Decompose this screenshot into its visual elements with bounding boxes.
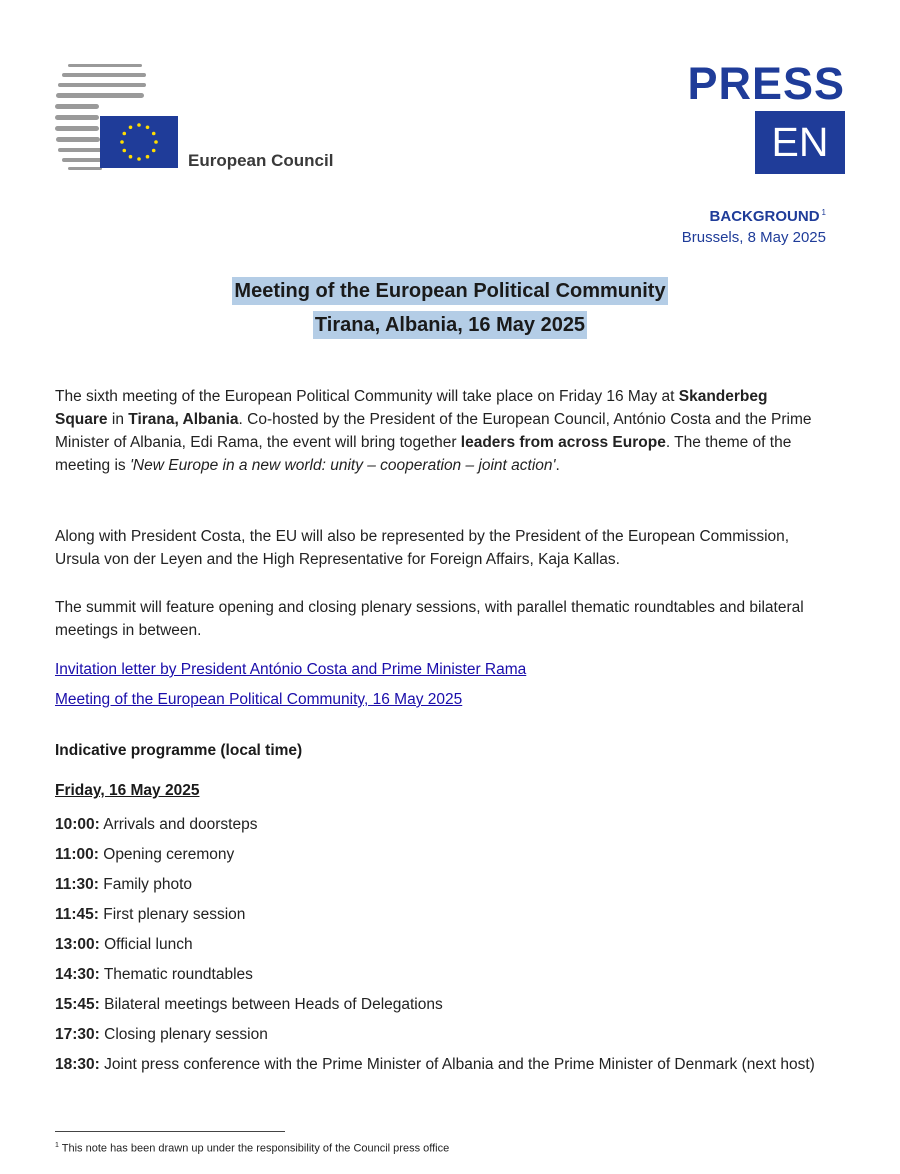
eu-star-icon bbox=[152, 149, 156, 153]
title-line-2: Tirana, Albania, 16 May 2025 bbox=[313, 311, 587, 339]
programme-item bbox=[55, 900, 815, 930]
footnote-mark: 1 bbox=[55, 1142, 59, 1149]
programme-time: 18:30: bbox=[55, 1056, 100, 1073]
programme-item bbox=[55, 870, 815, 900]
programme-item bbox=[55, 810, 815, 840]
place-date: Brussels, 8 May 2025 bbox=[681, 229, 826, 246]
eu-star-icon bbox=[129, 155, 133, 159]
eu-star-icon bbox=[137, 157, 141, 161]
eu-star-icon bbox=[129, 125, 133, 129]
programme-text: Bilateral meetings between Heads of Delegations bbox=[99, 996, 443, 1013]
programme-time: 15:45: bbox=[55, 996, 100, 1013]
footnote bbox=[55, 1142, 449, 1155]
programme-time: 14:30: bbox=[55, 966, 100, 983]
p1-text-3: . Co-hosted by the President of the European Council, António Costa and the Prime Minister of Albania, Edi Rama, the event will bring together bbox=[55, 411, 812, 451]
programme-item bbox=[55, 840, 815, 870]
eu-star-icon bbox=[154, 140, 158, 144]
programme-text: Arrivals and doorsteps bbox=[99, 816, 258, 833]
programme-time: 13:00: bbox=[55, 936, 100, 953]
language-badge: EN bbox=[755, 111, 845, 174]
eu-star-icon bbox=[122, 132, 126, 136]
footnote-text: This note has been drawn up under the responsibility of the Council press office bbox=[58, 1142, 450, 1155]
p1-bold-1: Skanderbeg Square bbox=[55, 388, 768, 428]
programme-time: 11:45: bbox=[55, 906, 99, 923]
eu-star-icon bbox=[137, 123, 141, 127]
programme-time: 10:00: bbox=[55, 816, 100, 833]
p1-bold-2: Tirana, Albania bbox=[128, 411, 239, 428]
representation-paragraph: Along with President Costa, the EU will also be represented by the President of the European Commission, Ursula von der Leyen and the High Representative for Foreign Affairs, Kaja Kallas. bbox=[55, 528, 790, 568]
programme-list bbox=[55, 810, 815, 1080]
press-label: PRESS bbox=[687, 58, 845, 109]
programme-time: 11:00: bbox=[55, 846, 99, 863]
programme-text: Family photo bbox=[98, 876, 192, 893]
eu-star-icon bbox=[152, 132, 156, 136]
programme-item bbox=[55, 1050, 815, 1080]
title-line-1: Meeting of the European Political Community bbox=[232, 277, 667, 305]
p1-text-2: in bbox=[107, 411, 129, 428]
invitation-letter-link[interactable]: Invitation letter by President António Costa and Prime Minister Rama bbox=[55, 661, 527, 678]
footnote-divider bbox=[55, 1131, 285, 1132]
p1-bold-3: leaders from across Europe bbox=[460, 434, 666, 451]
page-title bbox=[0, 274, 900, 342]
eu-star-icon bbox=[146, 155, 150, 159]
programme-text: Thematic roundtables bbox=[99, 966, 253, 983]
meeting-page-link[interactable]: Meeting of the European Political Community, 16 May 2025 bbox=[55, 691, 463, 708]
p1-text-4: . The theme of the meeting is bbox=[55, 434, 792, 474]
programme-text: Opening ceremony bbox=[98, 846, 235, 863]
eu-star-icon bbox=[120, 140, 124, 144]
programme-time: 11:30: bbox=[55, 876, 99, 893]
programme-text: Official lunch bbox=[99, 936, 193, 953]
intro-paragraph bbox=[55, 385, 815, 477]
format-paragraph: The summit will feature opening and closing plenary sessions, with parallel thematic roundtables and bilateral meetings in between. bbox=[55, 599, 804, 639]
eu-star-icon bbox=[122, 149, 126, 153]
org-name: European Council bbox=[188, 151, 334, 170]
doc-type-text: BACKGROUND bbox=[709, 208, 820, 225]
p1-text-1: The sixth meeting of the European Political Community will take place on Friday 16 May at bbox=[55, 388, 679, 405]
programme-item bbox=[55, 990, 815, 1020]
programme-item bbox=[55, 1020, 815, 1050]
programme-text: Closing plenary session bbox=[99, 1026, 268, 1043]
programme-time: 17:30: bbox=[55, 1026, 100, 1043]
p1-text-5: . bbox=[555, 457, 560, 474]
programme-item bbox=[55, 960, 815, 990]
programme-day: Friday, 16 May 2025 bbox=[55, 782, 200, 799]
p1-theme: 'New Europe in a new world: unity – cooperation – joint action' bbox=[129, 457, 556, 474]
programme-heading: Indicative programme (local time) bbox=[55, 742, 303, 759]
programme-text: Joint press conference with the Prime Minister of Albania and the Prime Minister of Denmark (next host) bbox=[99, 1056, 815, 1073]
doc-type-label bbox=[710, 208, 826, 225]
programme-text: First plenary session bbox=[98, 906, 246, 923]
footnote-ref: 1 bbox=[821, 208, 826, 217]
programme-item bbox=[55, 930, 815, 960]
eu-star-icon bbox=[146, 125, 150, 129]
